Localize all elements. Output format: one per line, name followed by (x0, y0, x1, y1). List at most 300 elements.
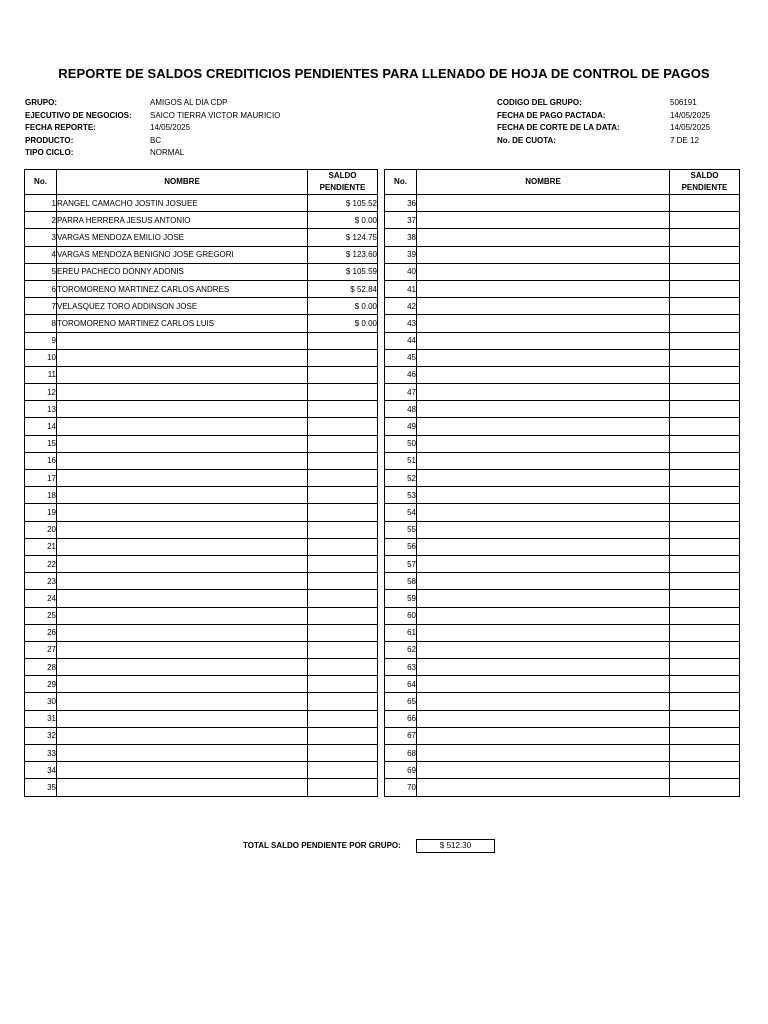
row-saldo: $ 0.00 (308, 315, 378, 332)
info-row (25, 110, 355, 123)
row-saldo (670, 590, 740, 607)
info-row (497, 110, 747, 123)
table-row (385, 641, 740, 658)
table-row (25, 607, 378, 624)
row-nombre (417, 435, 670, 452)
row-number: 11 (25, 366, 57, 383)
row-number: 61 (385, 624, 417, 641)
row-saldo (670, 349, 740, 366)
row-number: 43 (385, 315, 417, 332)
info-label: FECHA DE CORTE DE LA DATA: (497, 123, 620, 132)
row-nombre (417, 229, 670, 246)
row-number: 9 (25, 332, 57, 349)
row-number: 13 (25, 401, 57, 418)
row-number: 5 (25, 263, 57, 280)
row-saldo (308, 590, 378, 607)
row-number: 26 (25, 624, 57, 641)
row-nombre (417, 298, 670, 315)
table-row (385, 280, 740, 297)
table-body-left (25, 195, 378, 797)
column-header-saldo-line1: SALDO (328, 171, 357, 180)
row-number: 45 (385, 349, 417, 366)
row-number: 21 (25, 538, 57, 555)
table-row (385, 332, 740, 349)
row-nombre (57, 521, 308, 538)
row-number: 62 (385, 641, 417, 658)
row-number: 50 (385, 435, 417, 452)
row-saldo (670, 538, 740, 555)
table-row (25, 418, 378, 435)
row-saldo (670, 487, 740, 504)
row-nombre (57, 779, 308, 796)
table-body-right (385, 195, 740, 797)
row-saldo (670, 384, 740, 401)
row-saldo (670, 246, 740, 263)
row-saldo (308, 384, 378, 401)
row-saldo (308, 452, 378, 469)
table-row (385, 349, 740, 366)
row-nombre (57, 470, 308, 487)
info-label: TIPO CICLO: (25, 148, 74, 157)
row-number: 18 (25, 487, 57, 504)
row-number: 70 (385, 779, 417, 796)
row-nombre (417, 710, 670, 727)
row-nombre (417, 521, 670, 538)
row-saldo: $ 123.60 (308, 246, 378, 263)
row-nombre (417, 195, 670, 212)
row-saldo (308, 641, 378, 658)
row-nombre (417, 246, 670, 263)
row-nombre (57, 624, 308, 641)
row-saldo (670, 676, 740, 693)
row-nombre (57, 349, 308, 366)
table-row (25, 624, 378, 641)
table-row (25, 452, 378, 469)
table-row (385, 263, 740, 280)
table-row (25, 246, 378, 263)
table-row (385, 504, 740, 521)
row-saldo (308, 538, 378, 555)
row-saldo (670, 470, 740, 487)
row-saldo (308, 435, 378, 452)
table-row (385, 727, 740, 744)
row-number: 40 (385, 263, 417, 280)
table-row (25, 298, 378, 315)
row-number: 59 (385, 590, 417, 607)
row-nombre (417, 349, 670, 366)
row-nombre (57, 366, 308, 383)
row-saldo (308, 470, 378, 487)
row-nombre: VELASQUEZ TORO ADDINSON JOSE (57, 298, 308, 315)
row-saldo (670, 366, 740, 383)
row-saldo (670, 504, 740, 521)
row-nombre (57, 504, 308, 521)
table-row (25, 384, 378, 401)
row-number: 22 (25, 555, 57, 572)
table-row (385, 521, 740, 538)
row-number: 49 (385, 418, 417, 435)
info-label: GRUPO: (25, 98, 57, 107)
row-nombre (57, 487, 308, 504)
table-row (25, 590, 378, 607)
row-saldo (670, 452, 740, 469)
row-number: 60 (385, 607, 417, 624)
info-value: 7 DE 12 (670, 135, 699, 145)
row-saldo (670, 212, 740, 229)
table-row (385, 590, 740, 607)
table-row (25, 676, 378, 693)
row-nombre (417, 745, 670, 762)
table-row (385, 229, 740, 246)
row-number: 33 (25, 745, 57, 762)
row-nombre (417, 641, 670, 658)
row-number: 4 (25, 246, 57, 263)
table-row (385, 298, 740, 315)
row-saldo (308, 607, 378, 624)
table-row (25, 349, 378, 366)
table-header-row (385, 170, 740, 195)
row-number: 57 (385, 555, 417, 572)
row-saldo (670, 195, 740, 212)
row-saldo (308, 745, 378, 762)
row-number: 29 (25, 676, 57, 693)
row-number: 39 (385, 246, 417, 263)
table-row (385, 315, 740, 332)
row-number: 17 (25, 470, 57, 487)
row-nombre (57, 745, 308, 762)
row-saldo (670, 521, 740, 538)
info-value: 14/05/2025 (670, 123, 711, 132)
info-label: FECHA REPORTE: (25, 123, 96, 132)
row-nombre (417, 779, 670, 796)
table-row (385, 693, 740, 710)
info-label: No. DE CUOTA: (497, 135, 556, 145)
table-row (385, 401, 740, 418)
row-nombre (57, 384, 308, 401)
row-number: 20 (25, 521, 57, 538)
row-nombre (417, 487, 670, 504)
row-saldo (308, 555, 378, 572)
row-saldo (670, 435, 740, 452)
row-number: 30 (25, 693, 57, 710)
info-value: 14/05/2025 (150, 123, 191, 132)
row-nombre (57, 332, 308, 349)
table-row (385, 246, 740, 263)
row-nombre (57, 401, 308, 418)
row-number: 10 (25, 349, 57, 366)
row-nombre (57, 710, 308, 727)
info-value: AMIGOS AL DIA CDP (150, 98, 228, 107)
row-nombre (417, 607, 670, 624)
row-nombre (57, 641, 308, 658)
table-row (385, 573, 740, 590)
row-number: 63 (385, 659, 417, 676)
row-nombre (417, 280, 670, 297)
row-nombre (417, 659, 670, 676)
row-nombre (57, 727, 308, 744)
row-number: 52 (385, 470, 417, 487)
row-saldo (308, 349, 378, 366)
row-number: 6 (25, 280, 57, 297)
info-row (497, 135, 747, 148)
row-nombre (57, 435, 308, 452)
row-saldo (308, 366, 378, 383)
info-row (25, 135, 355, 148)
info-row (25, 97, 355, 110)
row-nombre: PARRA HERRERA JESUS ANTONIO (57, 212, 308, 229)
row-nombre (417, 693, 670, 710)
total-label: TOTAL SALDO PENDIENTE POR GRUPO: (243, 841, 401, 850)
table-row (385, 452, 740, 469)
members-table-left (24, 169, 378, 797)
table-row (385, 710, 740, 727)
row-saldo (308, 521, 378, 538)
table-row (385, 607, 740, 624)
row-nombre (417, 401, 670, 418)
table-row (25, 710, 378, 727)
row-number: 23 (25, 573, 57, 590)
row-number: 48 (385, 401, 417, 418)
row-number: 46 (385, 366, 417, 383)
row-number: 15 (25, 435, 57, 452)
row-number: 8 (25, 315, 57, 332)
row-saldo (670, 280, 740, 297)
row-nombre (57, 676, 308, 693)
row-number: 2 (25, 212, 57, 229)
table-row (385, 212, 740, 229)
row-saldo (670, 332, 740, 349)
table-row (385, 366, 740, 383)
row-nombre: TOROMORENO MARTINEZ CARLOS ANDRES (57, 280, 308, 297)
row-number: 44 (385, 332, 417, 349)
table-row (385, 435, 740, 452)
row-saldo (308, 418, 378, 435)
row-number: 34 (25, 762, 57, 779)
row-number: 14 (25, 418, 57, 435)
group-info-left (25, 97, 355, 160)
row-nombre (57, 659, 308, 676)
row-number: 64 (385, 676, 417, 693)
row-nombre: RANGEL CAMACHO JOSTIN JOSUEE (57, 195, 308, 212)
row-nombre (417, 504, 670, 521)
table-row (25, 555, 378, 572)
row-number: 41 (385, 280, 417, 297)
row-number: 68 (385, 745, 417, 762)
row-saldo (308, 727, 378, 744)
row-number: 42 (385, 298, 417, 315)
info-value: SAICO TIERRA VICTOR MAURICIO (150, 110, 281, 120)
row-saldo (308, 710, 378, 727)
column-header-nombre: NOMBRE (57, 170, 308, 195)
row-number: 27 (25, 641, 57, 658)
info-value: BC (150, 135, 162, 145)
row-saldo (308, 624, 378, 641)
table-row (25, 504, 378, 521)
table-row (385, 470, 740, 487)
table-header-row (25, 170, 378, 195)
row-saldo: $ 105.59 (308, 263, 378, 280)
table-row (25, 487, 378, 504)
table-row (25, 745, 378, 762)
row-saldo (308, 573, 378, 590)
row-saldo (670, 418, 740, 435)
row-number: 47 (385, 384, 417, 401)
row-saldo (308, 762, 378, 779)
row-nombre (417, 590, 670, 607)
table-row (25, 573, 378, 590)
table-row (25, 332, 378, 349)
table-row (25, 779, 378, 796)
table-row (385, 624, 740, 641)
info-label: EJECUTIVO DE NEGOCIOS: (25, 110, 132, 120)
row-saldo (670, 229, 740, 246)
row-number: 35 (25, 779, 57, 796)
info-value: NORMAL (150, 148, 185, 157)
row-nombre (417, 727, 670, 744)
row-number: 32 (25, 727, 57, 744)
row-number: 67 (385, 727, 417, 744)
table-row (25, 366, 378, 383)
row-nombre (57, 418, 308, 435)
row-number: 37 (385, 212, 417, 229)
column-header-no: No. (385, 170, 417, 195)
row-number: 38 (385, 229, 417, 246)
row-saldo (308, 487, 378, 504)
row-saldo (670, 727, 740, 744)
row-nombre: VARGAS MENDOZA BENIGNO JOSE GREGORI (57, 246, 308, 263)
row-nombre (57, 762, 308, 779)
row-nombre (417, 332, 670, 349)
table-row (25, 195, 378, 212)
row-saldo (670, 659, 740, 676)
row-nombre (417, 555, 670, 572)
row-saldo (670, 315, 740, 332)
row-number: 65 (385, 693, 417, 710)
row-nombre (417, 762, 670, 779)
row-nombre (417, 366, 670, 383)
column-header-saldo-line2: PENDIENTE (681, 183, 728, 192)
info-value: 14/05/2025 (670, 110, 711, 120)
row-nombre (57, 693, 308, 710)
row-number: 69 (385, 762, 417, 779)
row-saldo (670, 263, 740, 280)
row-nombre (417, 418, 670, 435)
row-saldo: $ 0.00 (308, 298, 378, 315)
row-saldo (670, 710, 740, 727)
row-saldo (670, 779, 740, 796)
table-row (25, 521, 378, 538)
row-number: 55 (385, 521, 417, 538)
table-row (385, 384, 740, 401)
row-nombre (417, 624, 670, 641)
report-title: REPORTE DE SALDOS CREDITICIOS PENDIENTES PARA LLENADO DE HOJA DE CONTROL DE PAGOS (58, 66, 710, 81)
table-row (25, 470, 378, 487)
table-row (25, 401, 378, 418)
row-nombre (57, 607, 308, 624)
row-nombre (417, 384, 670, 401)
row-number: 66 (385, 710, 417, 727)
row-number: 36 (385, 195, 417, 212)
row-nombre (417, 538, 670, 555)
row-nombre (417, 212, 670, 229)
row-nombre (417, 452, 670, 469)
row-number: 19 (25, 504, 57, 521)
row-saldo (308, 332, 378, 349)
table-row (385, 195, 740, 212)
table-row (25, 435, 378, 452)
row-saldo (308, 693, 378, 710)
row-number: 25 (25, 607, 57, 624)
row-number: 7 (25, 298, 57, 315)
table-row (25, 280, 378, 297)
table-row (25, 263, 378, 280)
row-nombre: TOROMORENO MARTINEZ CARLOS LUIS (57, 315, 308, 332)
row-nombre: EREU PACHECO DONNY ADONIS (57, 263, 308, 280)
row-saldo (670, 762, 740, 779)
row-saldo: $ 105.52 (308, 195, 378, 212)
row-nombre (57, 590, 308, 607)
column-header-saldo (670, 170, 740, 195)
row-saldo (308, 676, 378, 693)
total-value: $ 512.30 (416, 839, 495, 853)
table-row (385, 418, 740, 435)
table-row (25, 212, 378, 229)
row-number: 51 (385, 452, 417, 469)
row-number: 12 (25, 384, 57, 401)
row-number: 1 (25, 195, 57, 212)
row-nombre (57, 452, 308, 469)
info-label: PRODUCTO: (25, 135, 74, 145)
row-number: 28 (25, 659, 57, 676)
table-row (25, 762, 378, 779)
table-row (25, 693, 378, 710)
row-number: 56 (385, 538, 417, 555)
row-nombre (57, 555, 308, 572)
table-row (25, 229, 378, 246)
row-saldo (670, 573, 740, 590)
info-row (25, 147, 355, 160)
info-row (497, 122, 747, 135)
row-saldo (670, 298, 740, 315)
table-row (385, 538, 740, 555)
row-nombre (417, 470, 670, 487)
row-saldo (670, 555, 740, 572)
row-saldo (670, 693, 740, 710)
table-row (25, 727, 378, 744)
table-row (385, 779, 740, 796)
row-number: 54 (385, 504, 417, 521)
row-saldo: $ 52.84 (308, 280, 378, 297)
row-nombre (417, 263, 670, 280)
table-row (385, 762, 740, 779)
row-saldo (670, 401, 740, 418)
row-number: 58 (385, 573, 417, 590)
row-nombre (417, 676, 670, 693)
row-saldo (308, 504, 378, 521)
column-header-saldo (308, 170, 378, 195)
row-nombre (57, 573, 308, 590)
row-saldo (308, 659, 378, 676)
table-row (25, 538, 378, 555)
table-row (25, 659, 378, 676)
table-row (385, 659, 740, 676)
table-row (385, 555, 740, 572)
row-saldo (670, 745, 740, 762)
info-row (25, 122, 355, 135)
row-number: 16 (25, 452, 57, 469)
row-nombre (57, 538, 308, 555)
column-header-saldo-line1: SALDO (690, 171, 719, 180)
